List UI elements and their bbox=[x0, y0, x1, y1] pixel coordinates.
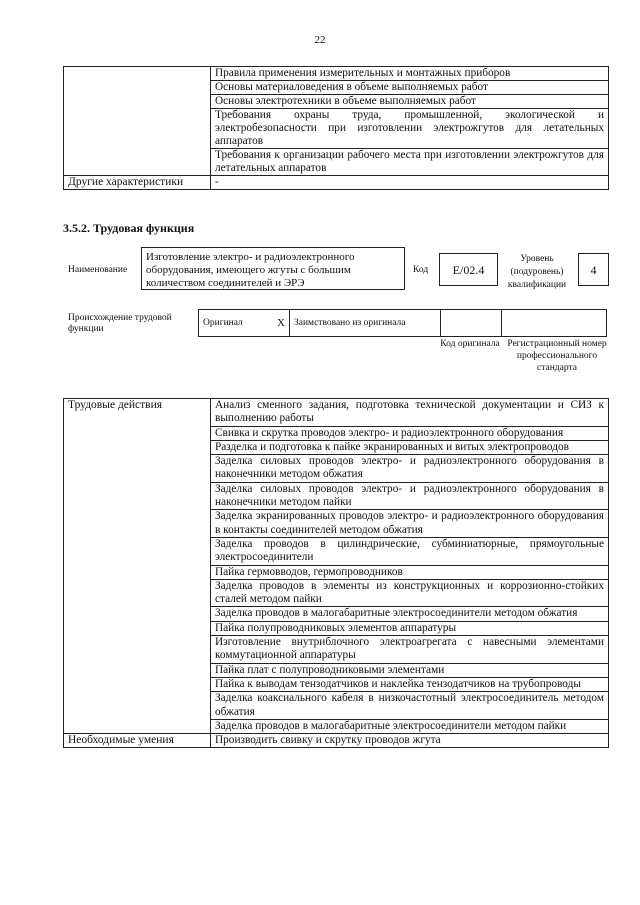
action-row: Свивка и скрутка проводов электро- и радиоэлектронного оборудования bbox=[211, 426, 609, 440]
action-row: Заделка проводов в цилиндрические, субминиатюрные, прямоугольные электросоединители bbox=[211, 537, 609, 565]
knowledge-label-cell bbox=[64, 67, 211, 176]
level-label: Уровень (подуровень) квалификации bbox=[507, 254, 567, 290]
action-row: Пайка полупроводниковых элементов аппаратуры bbox=[211, 621, 609, 635]
origin-code-cell bbox=[441, 310, 502, 337]
origin-borrowed: Заимствовано из оригинала bbox=[290, 310, 441, 337]
other-characteristics-value: - bbox=[211, 176, 609, 190]
name-label: Наименование bbox=[68, 265, 128, 275]
function-code: Е/02.4 bbox=[439, 253, 498, 286]
action-row: Заделка силовых проводов электро- и радиоэлектронного оборудования в наконечники методом обжатия bbox=[211, 455, 609, 483]
action-row: Заделка проводов в малогабаритные электросоединители методом обжатия bbox=[211, 607, 609, 621]
knowledge-row: Требования к организации рабочего места при изготовлении электрожгутов для летательных аппаратов bbox=[211, 149, 609, 176]
origin-label: Происхождение трудовой функции bbox=[68, 313, 172, 334]
actions-label: Трудовые действия bbox=[64, 399, 211, 734]
page-number: 22 bbox=[314, 34, 326, 46]
origin-mark: Х bbox=[271, 310, 290, 337]
actions-table bbox=[63, 398, 609, 748]
action-row: Заделка проводов в элементы из конструкционных и коррозионно-стойких сталей методом пайки bbox=[211, 579, 609, 607]
knowledge-table bbox=[63, 66, 609, 190]
origin-original: Оригинал bbox=[199, 310, 272, 337]
action-row: Пайка к выводам тензодатчиков и наклейка тензодатчиков на трубопроводы bbox=[211, 677, 609, 691]
origin-reg-cell bbox=[502, 310, 607, 337]
action-row: Заделка проводов в малогабаритные электросоединители методом пайки bbox=[211, 719, 609, 733]
origin-table bbox=[198, 309, 607, 337]
action-row: Пайка плат с полупроводниковыми элементами bbox=[211, 663, 609, 677]
skill-row: Производить свивку и скрутку проводов жгута bbox=[211, 734, 609, 748]
level-value: 4 bbox=[578, 253, 609, 286]
action-row: Пайка гермовводов, гермопроводников bbox=[211, 565, 609, 579]
code-label: Код bbox=[413, 265, 429, 275]
action-row: Изготовление внутриблочного электроагрегата с навесными элементами коммутационной аппаратуры bbox=[211, 636, 609, 664]
other-characteristics-label: Другие характеристики bbox=[64, 176, 211, 190]
action-row: Заделка экранированных проводов электро- и радиоэлектронного оборудования в контакты соединителей методом обжатия bbox=[211, 510, 609, 538]
action-row: Заделка силовых проводов электро- и радиоэлектронного оборудования в наконечники методом пайки bbox=[211, 482, 609, 510]
knowledge-row: Основы материаловедения в объеме выполняемых работ bbox=[211, 81, 609, 95]
knowledge-row: Требования охраны труда, промышленной, экологической и электробезопасности при изготовлении электрожгутов для летательных аппаратов bbox=[211, 109, 609, 149]
origin-code-caption: Код оригинала bbox=[440, 339, 500, 349]
action-row: Разделка и подготовка к пайке экранированных и витых электропроводов bbox=[211, 440, 609, 454]
function-name: Изготовление электро- и радиоэлектронного оборудования, имеющего жгуты с большим количеством соединителей и ЭРЭ bbox=[141, 247, 405, 290]
section-title: 3.5.2. Трудовая функция bbox=[63, 221, 195, 235]
skills-label: Необходимые умения bbox=[64, 734, 211, 748]
action-row: Анализ сменного задания, подготовка технической документации и СИЗ к выполнению работы bbox=[211, 399, 609, 427]
knowledge-row: Основы электротехники в объеме выполняемых работ bbox=[211, 95, 609, 109]
action-row: Заделка коаксиального кабеля в низкочастотный электросоединитель методом обжатия bbox=[211, 692, 609, 720]
knowledge-row: Правила применения измерительных и монтажных приборов bbox=[211, 67, 609, 81]
origin-reg-caption: Регистрационный номер профессионального стандарта bbox=[507, 339, 607, 373]
